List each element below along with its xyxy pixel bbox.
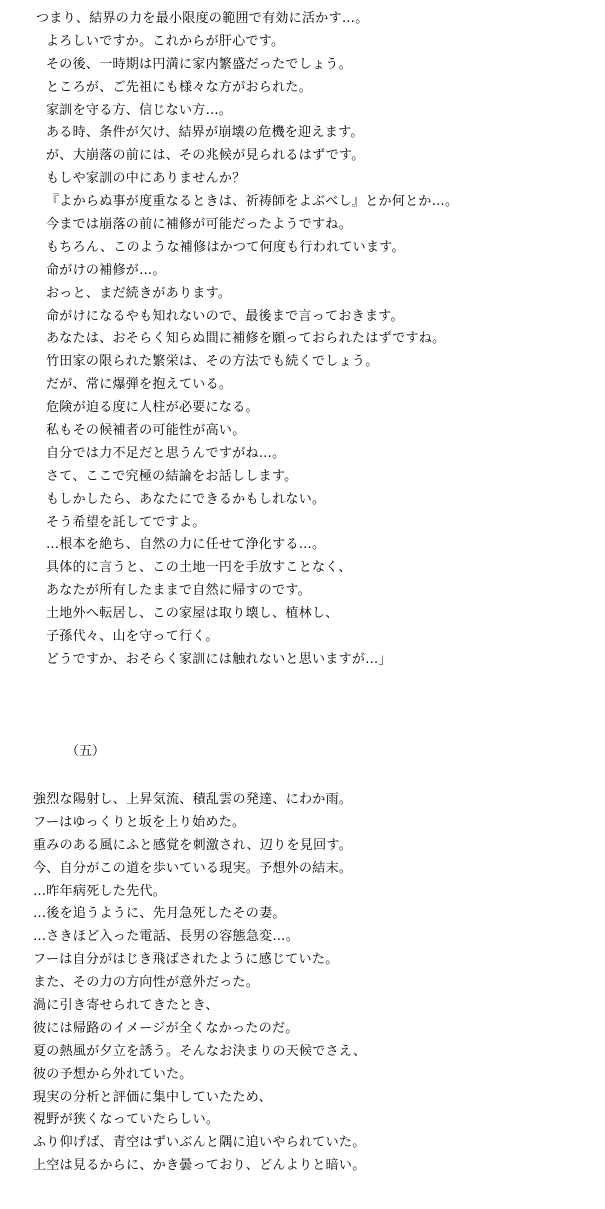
text-line: 彼の予想から外れていた。 [33, 1066, 193, 1082]
text-line: 命がけの補修が…。 [46, 262, 166, 278]
text-line: よろしいですか。これからが肝心です。 [46, 33, 285, 49]
text-line: 今、自分がこの道を歩いている現実。予想外の結末。 [33, 860, 353, 876]
section-heading: （五） [66, 744, 106, 759]
text-line: 命がけになるやも知れないので、最後まで言っておきます。 [46, 308, 404, 324]
text-line: …根本を絶ち、自然の力に任せて浄化する…。 [46, 537, 326, 553]
text-line: …後を追うように、先月急死したその妻。 [33, 906, 286, 922]
text-line: おっと、まだ続きがあります。 [46, 285, 232, 301]
text-line: 上空は見るからに、かき曇っており、どんよりと暗い。 [33, 1158, 366, 1174]
text-line: …さきほど入った電話、長男の容態急変…。 [33, 929, 300, 945]
text-line: 危険が迫る度に人柱が必要になる。 [46, 400, 259, 416]
text-line: ふり仰げば、青空はずいぶんと隅に追いやられていた。 [33, 1135, 366, 1151]
text-line: つまり、結界の力を最小限度の範囲で有効に活かす…。 [36, 11, 369, 26]
text-line: 夏の熱風が夕立を誘う。そんなお決まりの天候でさえ、 [33, 1043, 367, 1059]
dialogue-passage [0, 8, 605, 672]
text-line: 現実の分析と評価に集中していたため、 [33, 1089, 272, 1105]
text-line: 私もその候補者の可能性が高い。 [46, 423, 246, 439]
text-line: だが、常に爆弾を抱えている。 [46, 377, 233, 393]
text-line: 強烈な陽射し、上昇気流、積乱雲の発達、にわか雨。 [33, 792, 353, 807]
text-line: ある時、条件が欠け、結界が崩壊の危機を迎えます。 [46, 125, 364, 141]
text-line: 重みのある風にふと感覚を刺激され、辺りを見回す。 [33, 837, 352, 853]
text-line: もちろん、このような補修はかつて何度も行われています。 [46, 239, 405, 255]
text-line: フーはゆっくりと坂を上り始めた。 [33, 814, 246, 830]
text-line: 家訓を守る方、信じない方…。 [46, 102, 233, 118]
text-line: 竹田家の限られた繁栄は、その方法でも続くでしょう。 [46, 354, 379, 370]
text-line: さて、ここで究極の結論をお話しします。 [46, 468, 298, 484]
text-line: 土地外へ転居し、この家屋は取り壊し、植林し、 [46, 606, 339, 622]
text-line: どうですか、おそらく家訓には触れないと思いますが…」 [46, 651, 392, 667]
text-line: フーは自分がはじき飛ばされたように感じていた。 [33, 952, 339, 968]
text-line: ところが、ご先祖にも様々な方がおられた。 [46, 79, 313, 95]
text-line: あなたは、おそらく知らぬ間に補修を願っておられたはずですね。 [46, 331, 446, 347]
text-line: 今までは崩落の前に補修が可能だったようですね。 [46, 217, 352, 233]
text-line: もしかしたら、あなたにできるかもしれない。 [46, 491, 326, 507]
text-line: 彼には帰路のイメージが全くなかったのだ。 [33, 1020, 299, 1036]
text-line: 子孫代々、山を守って行く。 [46, 629, 219, 645]
text-line: 具体的に言うと、この土地一円を手放すことなく、 [46, 560, 352, 576]
text-line: そう希望を託してですよ。 [46, 514, 206, 530]
text-line: 渦に引き寄せられてきたとき、 [33, 998, 219, 1014]
text-line: その後、一時期は円満に家内繁盛だったでしょう。 [46, 56, 352, 72]
text-line: 『よからぬ事が度重なるときは、祈祷師をよぶべし』とか何とか…。 [46, 194, 459, 210]
text-line: …昨年病死した先代。 [33, 883, 167, 899]
text-line: 視野が狭くなっていたらしい。 [33, 1112, 220, 1128]
text-line: あなたが所有したままで自然に帰すのです。 [46, 583, 311, 599]
narrative-passage [0, 789, 605, 1178]
text-line: 自分では力不足だと思うんですがね…。 [46, 445, 286, 461]
text-line: もしや家訓の中にありませんか？ [46, 171, 246, 187]
text-line: また、その力の方向性が意外だった。 [33, 975, 260, 991]
text-line: が、大崩落の前には、その兆候が見られるはずです。 [46, 148, 365, 164]
